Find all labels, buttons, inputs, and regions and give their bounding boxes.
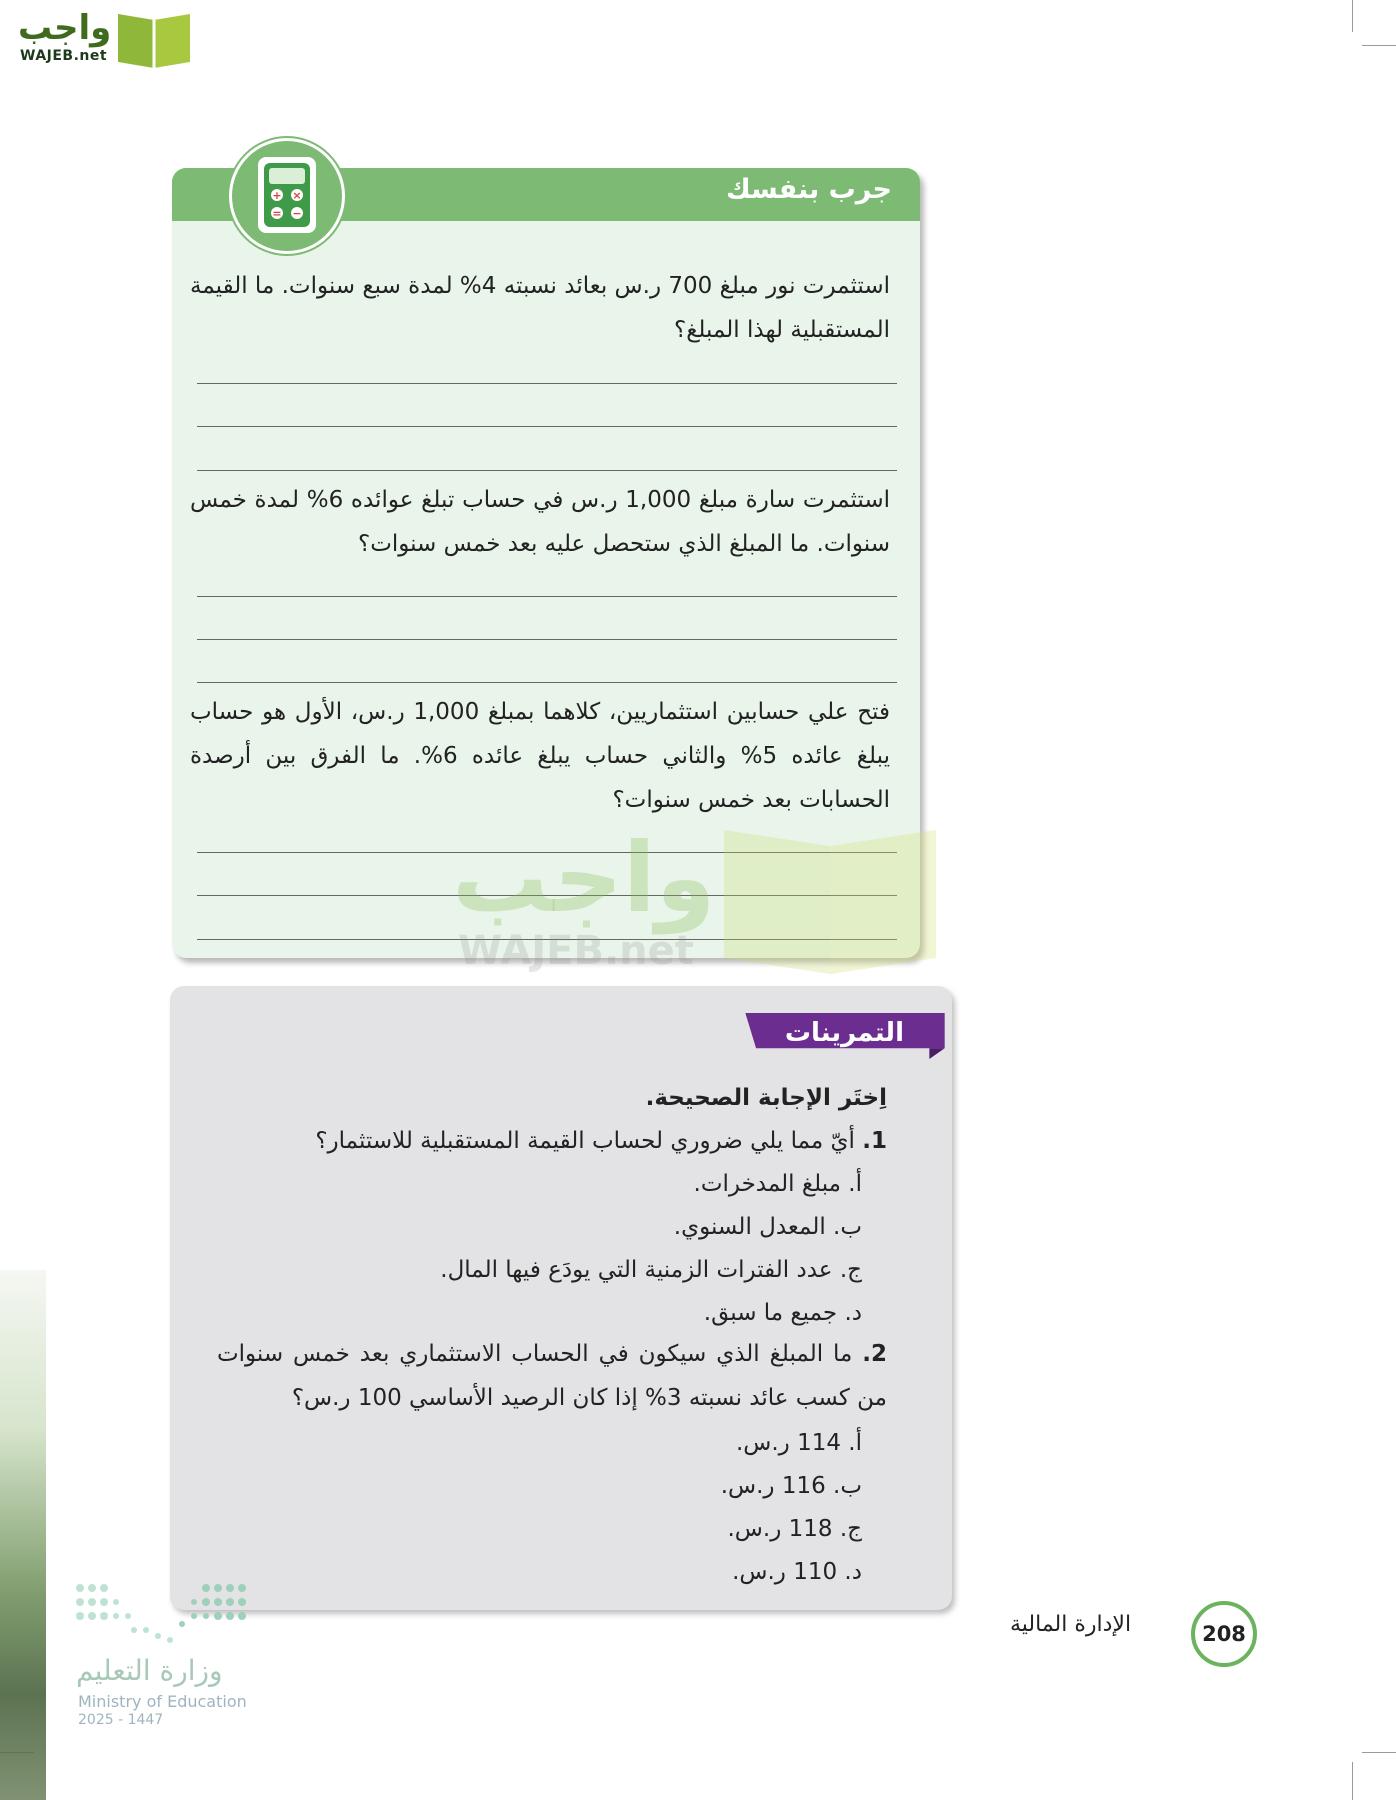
ministry-of-education-logo — [74, 1580, 254, 1730]
answer-line[interactable] — [197, 383, 897, 384]
ministry-name-english: Ministry of Education — [78, 1692, 247, 1711]
watermark-arabic: واجب — [452, 822, 716, 934]
crop-mark — [1352, 1762, 1353, 1800]
answer-line[interactable] — [197, 596, 897, 597]
watermark-latin: WAJEB.net — [458, 928, 694, 974]
svg-text:−: − — [292, 207, 302, 220]
answer-option[interactable]: ج. 118 ر.س. — [727, 1516, 862, 1542]
answer-line[interactable] — [197, 895, 897, 896]
exercise-question-1 — [315, 1121, 887, 1161]
answer-option[interactable]: ب. المعدل السنوي. — [673, 1214, 862, 1240]
svg-text:×: × — [292, 189, 302, 202]
crop-mark — [1362, 1752, 1396, 1753]
ministry-year: 2025 - 1447 — [78, 1712, 164, 1728]
calculator-icon — [254, 155, 320, 235]
wajeb-logo[interactable] — [8, 6, 188, 70]
answer-option[interactable]: ب. 116 ر.س. — [720, 1473, 862, 1499]
answer-option[interactable]: د. جميع ما سبق. — [703, 1300, 862, 1326]
crop-mark — [1352, 0, 1353, 32]
try-it-title: جرب بنفسك — [726, 174, 892, 205]
logo-arabic: واجب — [18, 8, 112, 48]
exercises-card — [170, 986, 952, 1610]
answer-option[interactable]: أ. مبلغ المدخرات. — [693, 1171, 862, 1197]
question-number: 1. — [862, 1128, 887, 1154]
ministry-name-arabic: وزارة التعليم — [76, 1654, 223, 1687]
try-question-3: فتح علي حسابين استثماريين، كلاهما بمبلغ 1,000 ر.س، الأول هو حساب يبلغ عائده 5% والثاني حساب يبلغ عائده 6%. ما الفرق بين أرصدة الحسابات بعد خمس سنوات؟ — [190, 699, 890, 813]
answer-line[interactable] — [197, 682, 897, 683]
question-number: 2. — [862, 1341, 887, 1367]
answer-line[interactable] — [197, 852, 897, 853]
exercises-title: التمرينات — [784, 1018, 904, 1048]
book-icon — [114, 10, 194, 70]
answer-option[interactable]: ج. عدد الفترات الزمنية التي يودَع فيها المال. — [440, 1257, 862, 1283]
answer-option[interactable]: د. 110 ر.س. — [732, 1559, 862, 1585]
exercise-question-2 — [217, 1332, 887, 1420]
question-text: أيّ مما يلي ضروري لحساب القيمة المستقبلية للاستثمار؟ — [315, 1128, 855, 1154]
answer-line[interactable] — [197, 939, 897, 940]
page-number: 208 — [1191, 1601, 1257, 1667]
try-question-1: استثمرت نور مبلغ 700 ر.س بعائد نسبته 4% لمدة سبع سنوات. ما القيمة المستقبلية لهذا المبلغ؟ — [190, 273, 890, 343]
logo-latin: WAJEB.net — [20, 48, 108, 64]
try-question-2: استثمرت سارة مبلغ 1,000 ر.س في حساب تبلغ عوائده 6% لمدة خمس سنوات. ما المبلغ الذي ستحصل عليه بعد خمس سنوات؟ — [190, 487, 891, 557]
plant-photo-edge — [0, 1270, 46, 1800]
calculator-badge — [229, 138, 345, 254]
svg-text:=: = — [272, 207, 282, 220]
answer-line[interactable] — [197, 426, 897, 427]
ministry-dots-icon — [74, 1580, 254, 1650]
exercise-instruction: اِختَر الإجابة الصحيحة. — [645, 1085, 887, 1111]
answer-line[interactable] — [197, 470, 897, 471]
try-it-yourself-card — [172, 168, 920, 958]
answer-line[interactable] — [197, 639, 897, 640]
answer-option[interactable]: أ. 114 ر.س. — [735, 1430, 862, 1456]
svg-text:+: + — [272, 189, 282, 202]
chapter-title: الإدارة المالية — [1010, 1612, 1132, 1637]
question-text: ما المبلغ الذي سيكون في الحساب الاستثماري بعد خمس سنوات من كسب عائد نسبته 3% إذا كان الرصيد الأساسي 100 ر.س؟ — [217, 1341, 887, 1411]
crop-mark — [1362, 45, 1396, 46]
